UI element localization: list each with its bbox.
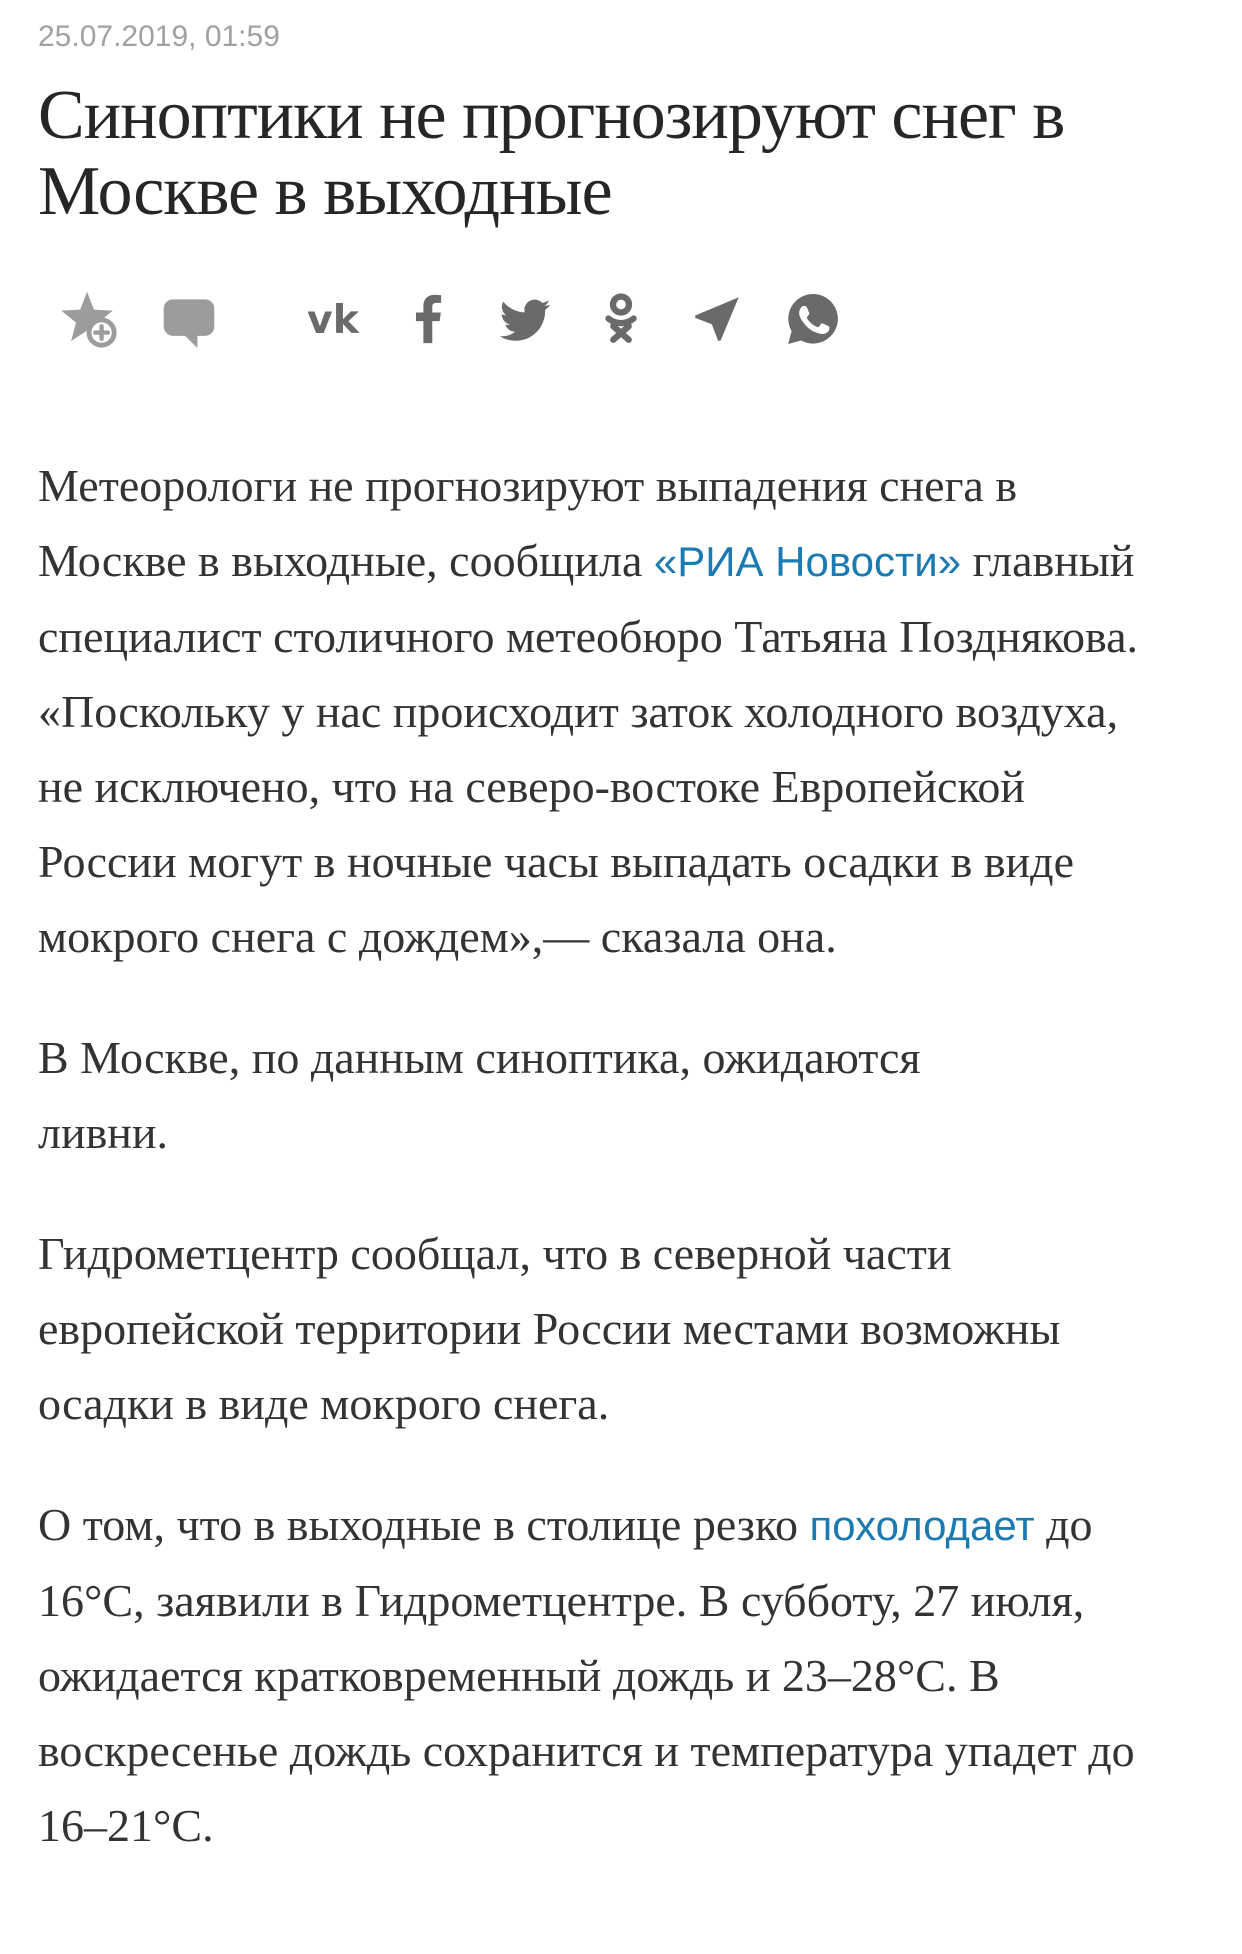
facebook-icon	[400, 290, 458, 348]
share-twitter-button[interactable]	[494, 288, 556, 350]
article-title: Синоптики не прогнозируют снег в Москве в выходные	[38, 77, 1065, 230]
article-paragraph: В Москве, по данным синоптика, ожидаются ливни.	[38, 1032, 921, 1158]
vk-icon	[302, 290, 364, 348]
share-facebook-button[interactable]	[398, 288, 460, 350]
share-vk-button[interactable]	[302, 288, 364, 350]
article-paragraph: Гидрометцентр сообщал, что в северной части европейской территории России местами возможны осадки в виде мокрого снега.	[38, 1228, 1061, 1429]
telegram-icon	[688, 290, 746, 348]
share-telegram-button[interactable]	[686, 288, 748, 350]
article-body	[38, 448, 1158, 1863]
odnoklassniki-icon	[592, 290, 650, 348]
bookmark-add-icon	[58, 288, 120, 350]
inline-link[interactable]: похолодает	[809, 1502, 1035, 1549]
inline-link[interactable]: «РИА Новости»	[653, 538, 962, 585]
whatsapp-icon	[783, 289, 843, 349]
share-toolbar	[38, 288, 1204, 350]
share-whatsapp-button[interactable]	[782, 288, 844, 350]
article-paragraph: Метеорологи не прогнозируют выпадения снега в Москве в выходные, сообщила «РИА Новости» главный специалист столичного метеобюро Татьяна Позднякова. «Поскольку у нас происходит заток холодного воздуха, не исключено, что на северо-востоке Европейской России могут в ночные часы выпадать осадки в виде мокрого снега с дождем»,— сказала она.	[38, 460, 1139, 962]
svg-text:vk: vk	[307, 297, 359, 344]
action-buttons-group	[58, 288, 220, 350]
comments-icon	[159, 289, 219, 349]
share-buttons-group	[302, 288, 844, 350]
share-odnoklassniki-button[interactable]	[590, 288, 652, 350]
article-paragraph: О том, что в выходные в столице резко похолодает до 16°С, заявили в Гидрометцентре. В субботу, 27 июля, ожидается кратковременный дождь и 23–28°С. В воскресенье дождь сохранится и температура упадет до 16–21°С.	[38, 1499, 1135, 1851]
comments-button[interactable]	[158, 288, 220, 350]
publish-date: 25.07.2019, 01:59	[38, 20, 280, 53]
twitter-icon	[496, 290, 554, 348]
bookmark-add-button[interactable]	[58, 288, 120, 350]
